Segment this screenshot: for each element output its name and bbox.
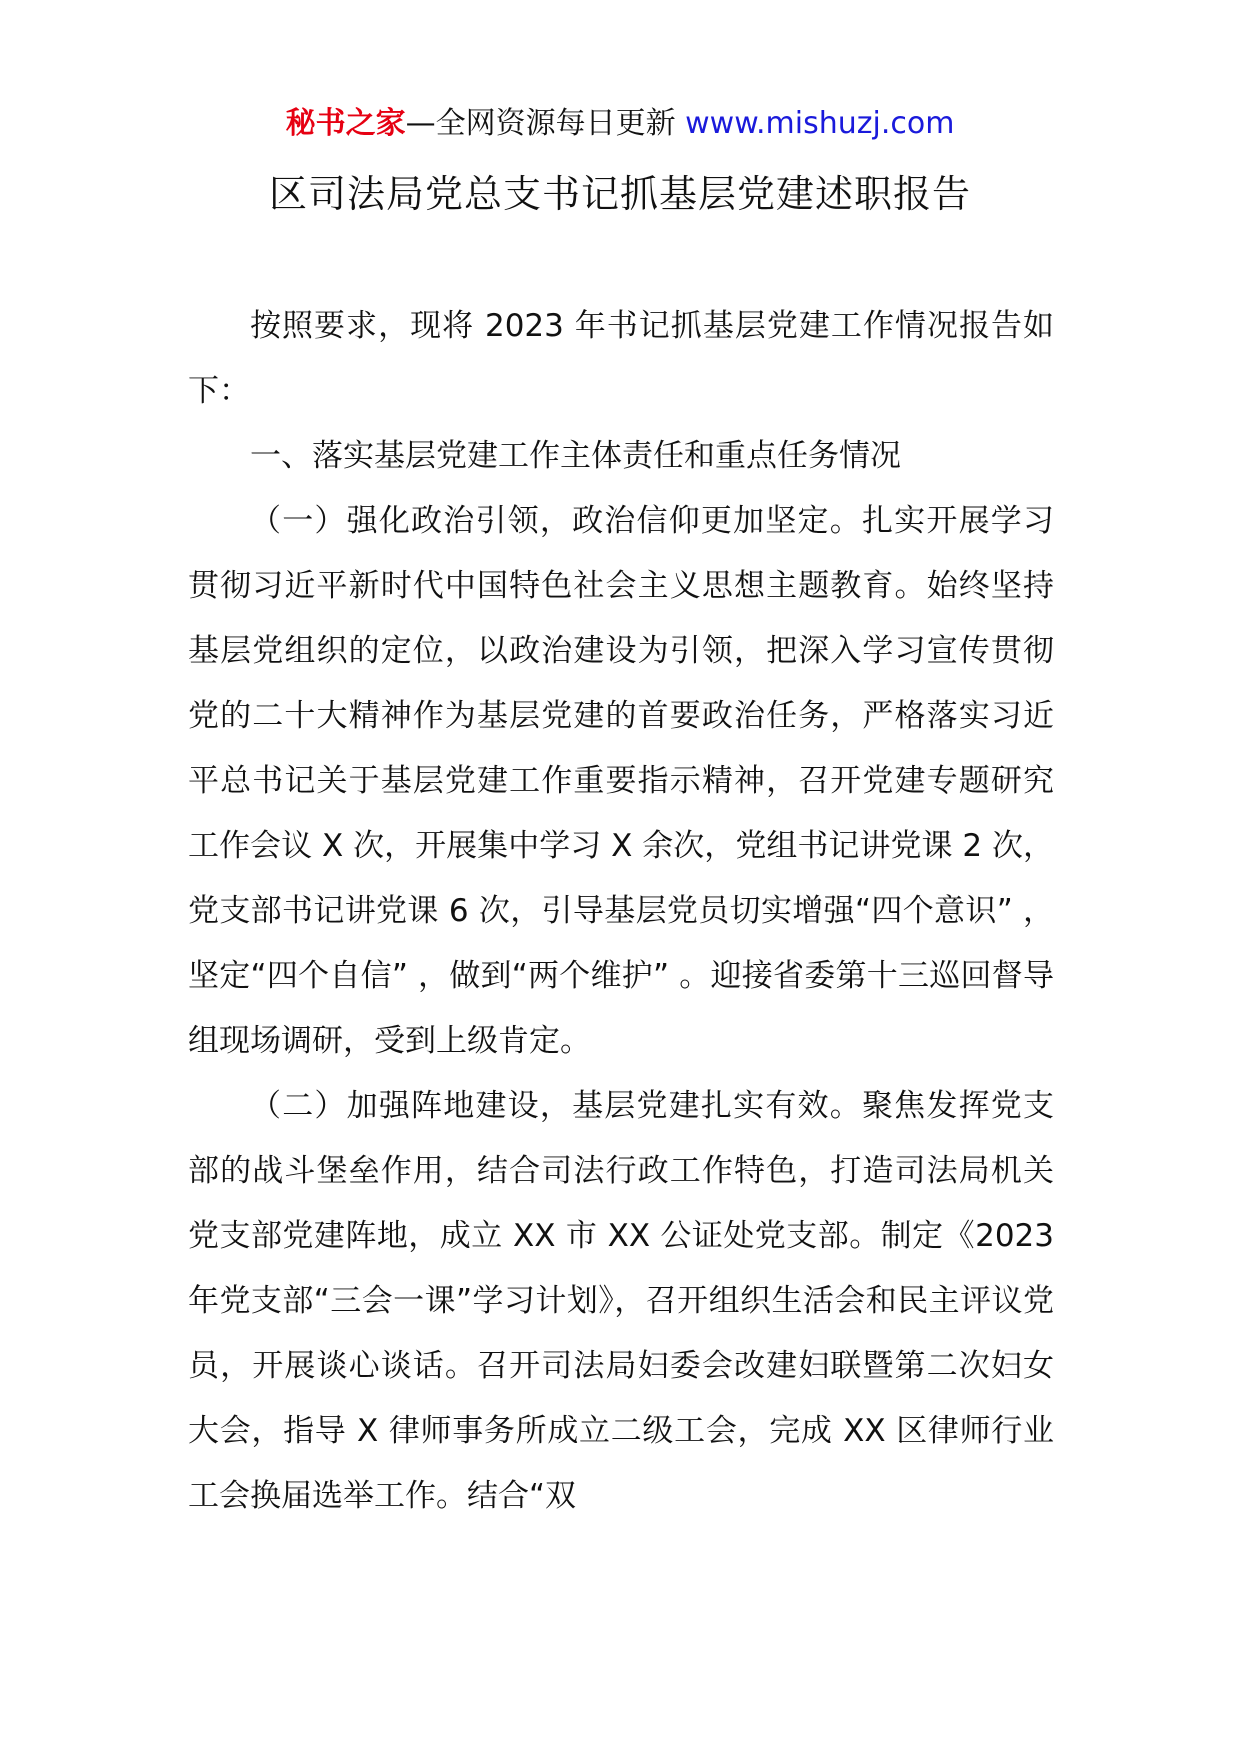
website-link[interactable]: www.mishuzj.com — [685, 106, 955, 141]
section-heading: 一、落实基层党建工作主体责任和重点任务情况 — [250, 438, 901, 474]
site-header — [0, 104, 1240, 144]
document-body — [188, 294, 1054, 1529]
brand-name: 秘书之家 — [285, 106, 406, 141]
body-paragraph: （二）加强阵地建设，基层党建扎实有效。聚焦发挥党支部的战斗堡垒作用，结合司法行政工作特色，打造司法局机关党支部党建阵地，成立 XX 市 XX 公证处党支部。制定《2023 年党支部“三会一课”学习计划》，召开组织生活会和民主评议党员，开展谈心谈话。召开司法局妇委会改建妇联暨第二次妇女大会，指导 X 律师事务所成立二级工会，完成 XX 区律师行业工会换届选举工作。结合“双 — [188, 1088, 1054, 1514]
document-title: 区司法局党总支书记抓基层党建述职报告 — [268, 172, 971, 216]
intro-paragraph: 按照要求，现将 2023 年书记抓基层党建工作情况报告如下： — [188, 308, 1054, 409]
header-tagline: —全网资源每日更新 — [405, 106, 686, 141]
body-paragraph: （一）强化政治引领，政治信仰更加坚定。扎实开展学习贯彻习近平新时代中国特色社会主义思想主题教育。始终坚持基层党组织的定位，以政治建设为引领，把深入学习宣传贯彻党的二十大精神作为基层党建的首要政治任务，严格落实习近平总书记关于基层党建工作重要指示精神，召开党建专题研究工作会议 X 次，开展集中学习 X 余次，党组书记讲党课 2 次，党支部书记讲党课 6 次，引导基层党员切实增强“四个意识” ，坚定“四个自信” ，做到“两个维护” 。迎接省委第十三巡回督导组现场调研，受到上级肯定。 — [188, 503, 1054, 1059]
